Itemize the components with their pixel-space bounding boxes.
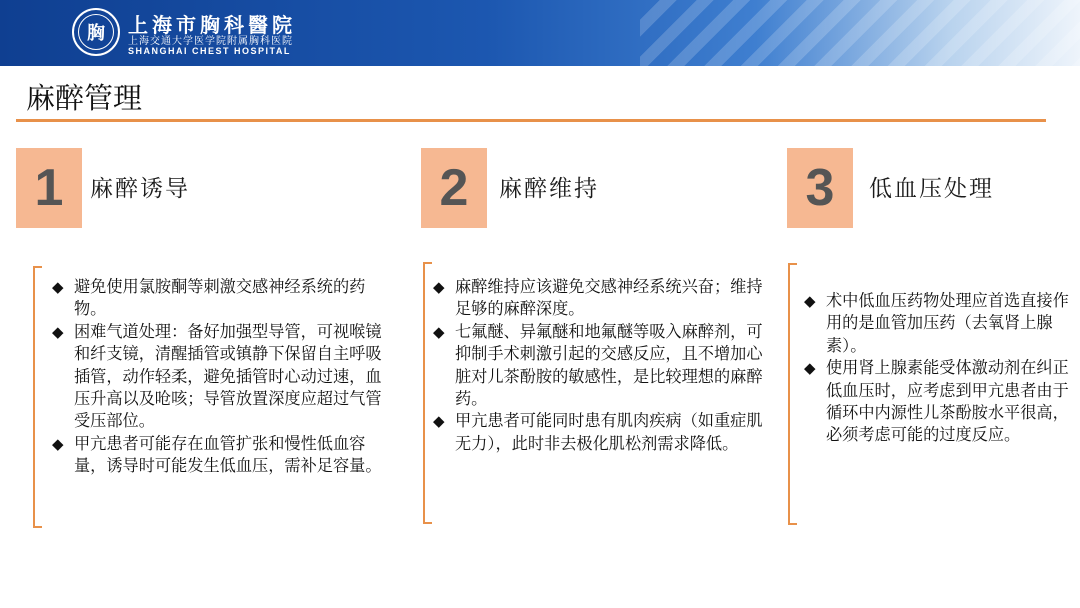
page-title: 麻醉管理 (26, 81, 143, 115)
bullet-text: 避免使用氯胺酮等刺激交感神经系统的药物。 (74, 277, 366, 319)
section-3-bracket (788, 263, 797, 525)
section-1-content (52, 276, 384, 478)
hospital-affiliation: 上海交通大学医学院附属胸科医院 (128, 36, 293, 47)
section-2-bullet-3 (433, 410, 765, 455)
diamond-bullet-icon: ◆ (52, 434, 64, 453)
section-2-number-box (421, 148, 487, 228)
section-2-bullet-1 (433, 276, 765, 321)
section-1-bullet-1 (52, 276, 384, 321)
diamond-bullet-icon: ◆ (433, 278, 445, 296)
section-1-bullet-2 (52, 321, 384, 433)
section-3-bullet-2 (804, 357, 1074, 447)
section-3-title: 低血压处理 (869, 176, 994, 202)
title-divider (16, 119, 1046, 122)
section-2-bracket (423, 262, 432, 524)
hospital-logo-inner (78, 14, 114, 50)
section-1-number-box (16, 148, 82, 228)
diamond-bullet-icon: ◆ (433, 412, 445, 431)
section-1-title: 麻醉诱导 (90, 176, 190, 202)
section-3-bullet-1 (804, 290, 1074, 357)
section-3-number-box (787, 148, 853, 228)
section-2-number: 2 (439, 159, 469, 217)
section-2-content (433, 276, 765, 455)
hospital-name-cn: 上海市胸科醫院 (128, 13, 296, 37)
bullet-text: 甲亢患者可能存在血管扩张和慢性低血容量，诱导时可能发生低血压，需补足容量。 (74, 433, 382, 476)
section-3-number: 3 (805, 159, 835, 217)
hospital-name-en: SHANGHAI CHEST HOSPITAL (128, 46, 291, 56)
section-3-content (804, 290, 1074, 447)
section-2-title: 麻醉维持 (499, 176, 599, 202)
section-1-bracket (33, 266, 42, 528)
diamond-bullet-icon: ◆ (52, 322, 64, 341)
bullet-text: 使用肾上腺素能受体激动剂在纠正低血压时，应考虑到甲亢患者由于循环中内源性儿茶酚胺水平很高，必须考虑可能的过度反应。 (826, 358, 1069, 445)
diamond-bullet-icon: ◆ (804, 359, 816, 378)
hospital-logo-text: 胸 (87, 23, 105, 44)
bullet-text: 术中低血压药物处理应首选直接作用的是血管加压药（去氧肾上腺素）。 (826, 291, 1069, 355)
diamond-bullet-icon: ◆ (804, 292, 816, 310)
bullet-text: 甲亢患者可能同时患有肌肉疾病（如重症肌无力），此时非去极化肌松剂需求降低。 (455, 411, 763, 453)
diamond-bullet-icon: ◆ (433, 322, 445, 341)
hospital-logo (72, 8, 120, 56)
hospital-header-banner (0, 0, 1080, 66)
diamond-bullet-icon: ◆ (52, 278, 64, 296)
header-stripe-decoration (640, 0, 1080, 66)
section-2-bullet-2 (433, 321, 765, 411)
section-1-number: 1 (34, 159, 64, 217)
bullet-text: 麻醉维持应该避免交感神经系统兴奋；维持足够的麻醉深度。 (455, 277, 763, 319)
bullet-text: 困难气道处理：备好加强型导管，可视喉镜和纤支镜，清醒插管或镇静下保留自主呼吸插管，动作轻柔，避免插管时心动过速，血压升高以及呛咳；导管放置深度应超过气管受压部位。 (74, 321, 382, 431)
section-1-bullet-3 (52, 433, 384, 478)
bullet-text: 七氟醚、异氟醚和地氟醚等吸入麻醉剂，可抑制手术刺激引起的交感反应，且不增加心脏对儿茶酚胺的敏感性，是比较理想的麻醉药。 (455, 321, 763, 409)
